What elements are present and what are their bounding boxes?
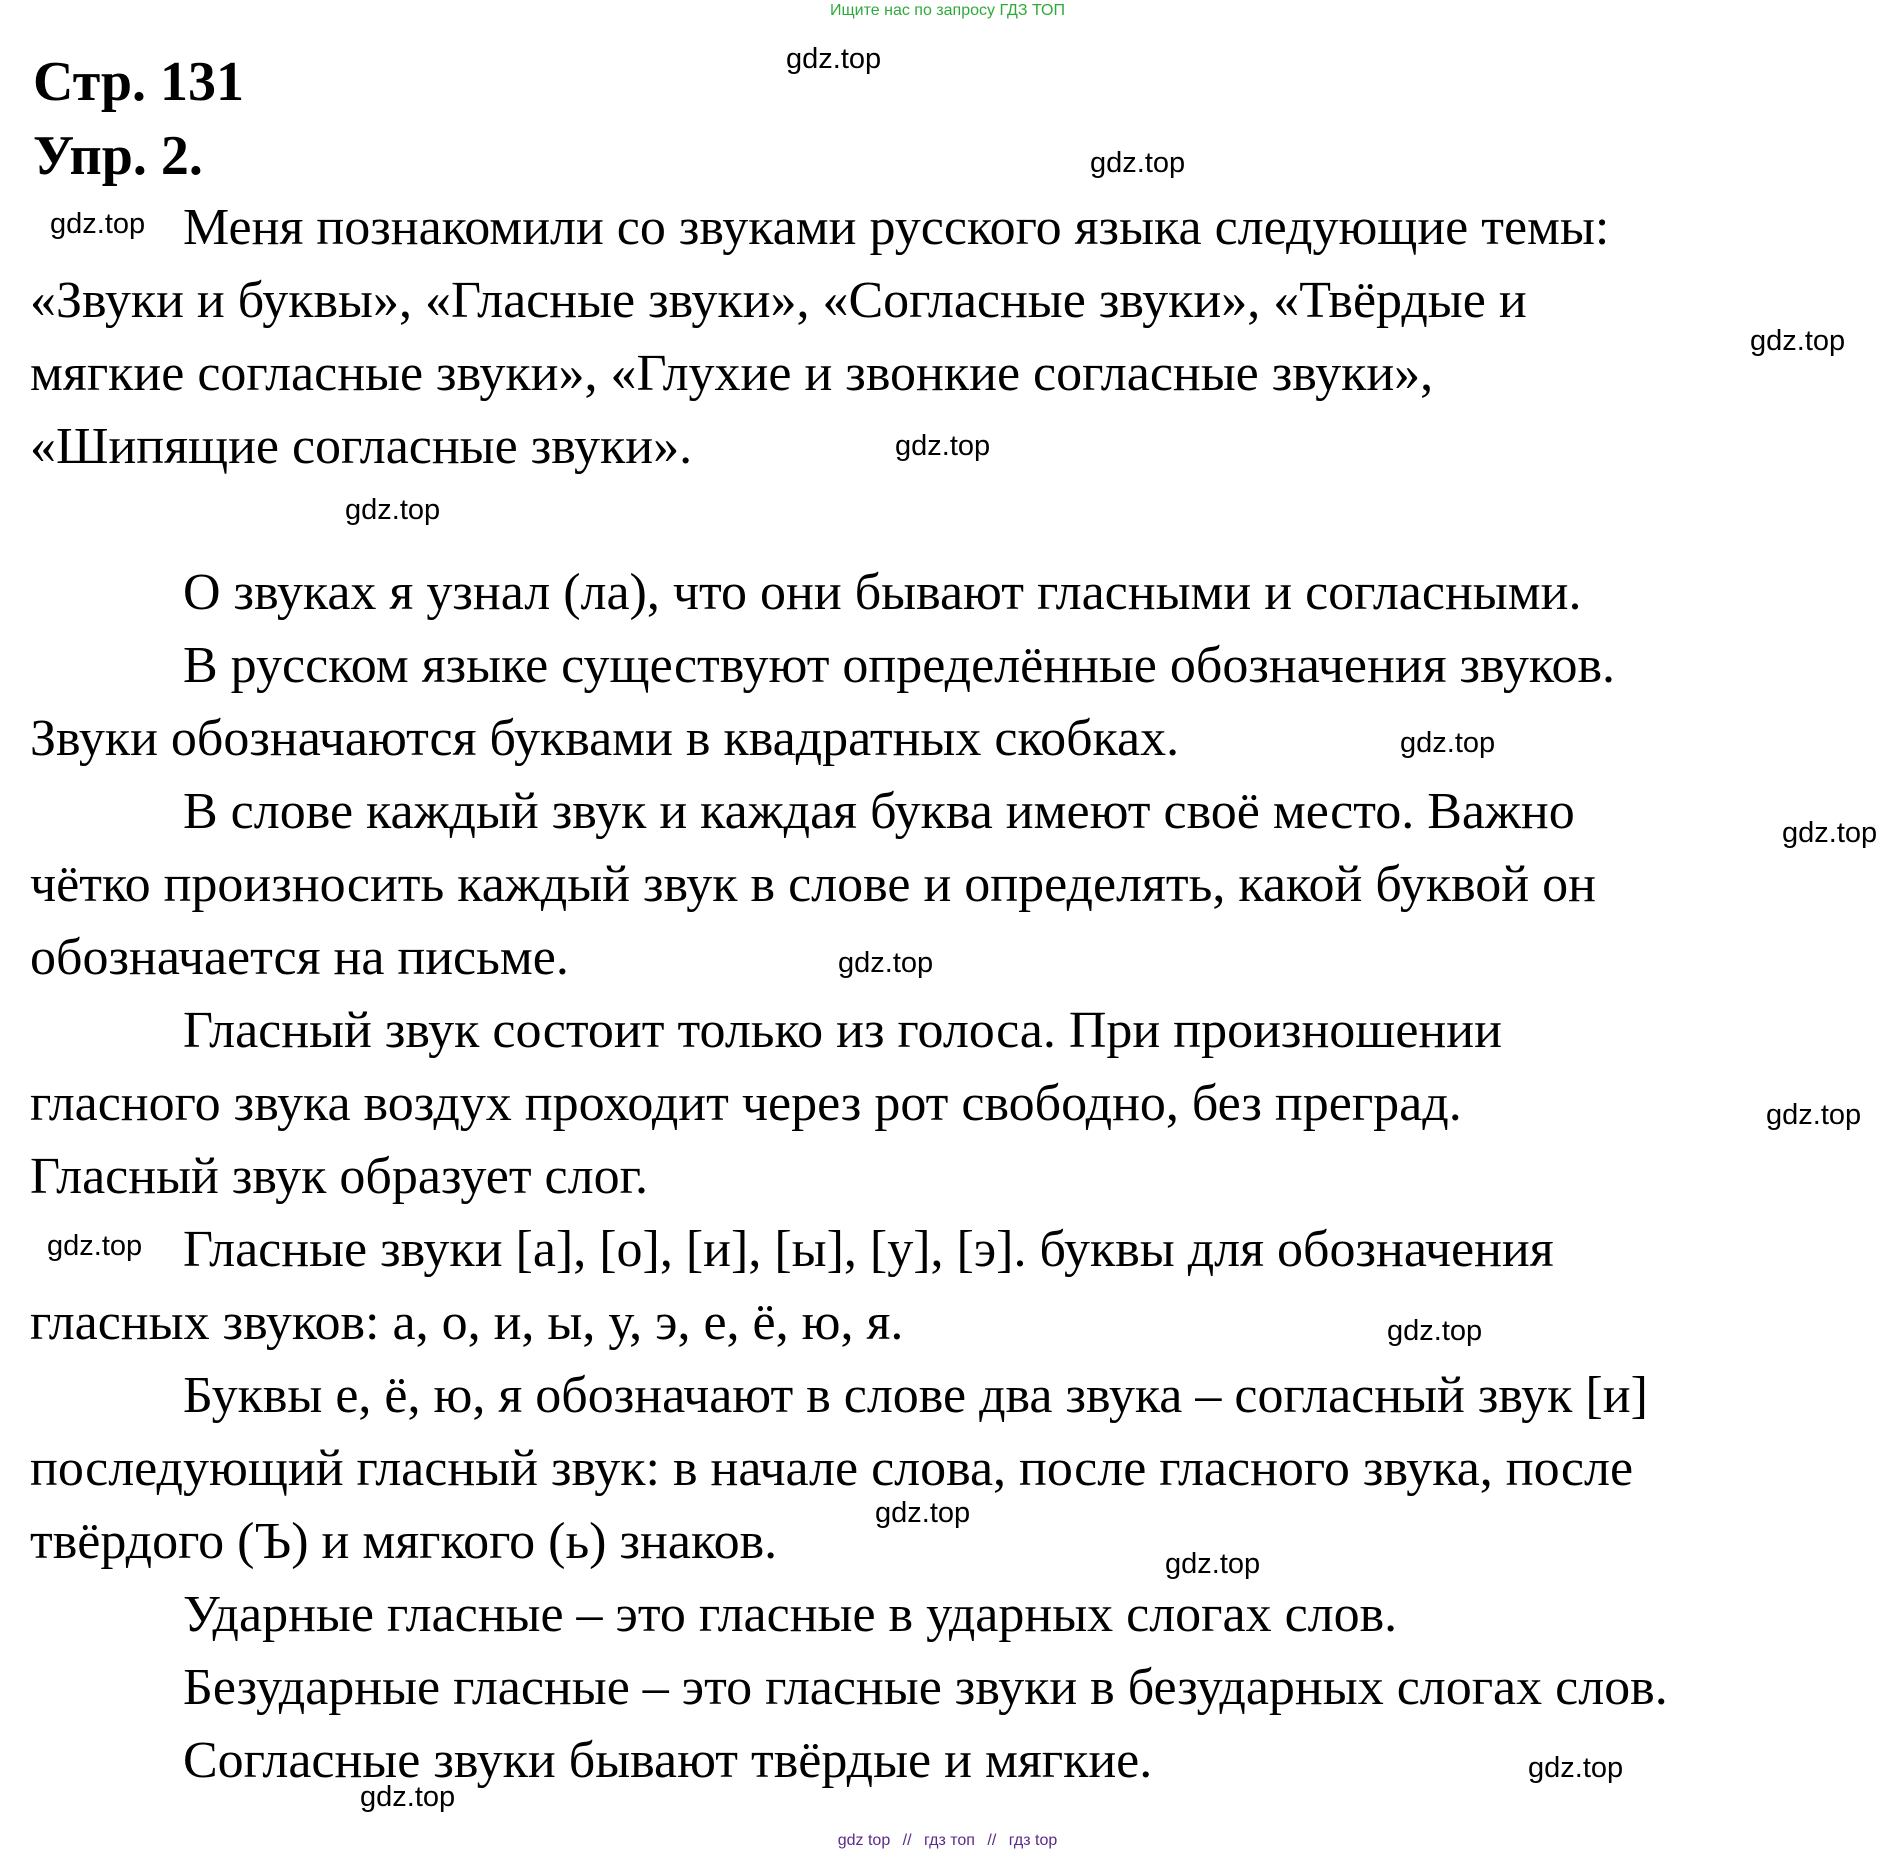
text-line: Безударные гласные – это гласные звуки в безударных слогах слов. [183, 1659, 1668, 1716]
watermark: gdz.top [360, 1781, 456, 1813]
text-line: Звуки обозначаются буквами в квадратных скобках. [30, 710, 1180, 767]
text-line: В русском языке существуют определённые обозначения звуков. [183, 637, 1616, 694]
footer-link[interactable]: gdz top [837, 1832, 891, 1849]
text-line: Меня познакомили со звуками русского языка следующие темы: [183, 199, 1610, 256]
footer-links [0, 1830, 1895, 1852]
watermark: gdz.top [1528, 1752, 1624, 1784]
blank-line [30, 483, 1870, 556]
watermark: gdz.top [838, 947, 934, 979]
watermark: gdz.top [1387, 1315, 1483, 1347]
footer-separator: // [987, 1832, 997, 1849]
watermark: gdz.top [1766, 1099, 1862, 1131]
watermark: gdz.top [345, 494, 441, 526]
text-line: О звуках я узнал (ла), что они бывают гласными и согласными. [183, 564, 1582, 621]
text-line: Гласные звуки [а], [о], [и], [ы], [у], [э]. буквы для обозначения [183, 1221, 1554, 1278]
text-line: В слове каждый звук и каждая буква имеют своё место. Важно [183, 783, 1575, 840]
watermark: gdz.top [1782, 817, 1878, 849]
watermark: gdz.top [50, 208, 146, 240]
text-line: мягкие согласные звуки», «Глухие и звонкие согласные звуки», [30, 345, 1434, 402]
text-line: гласных звуков: а, о, и, ы, у, э, е, ё, ю, я. [30, 1294, 904, 1351]
text-line: обозначается на письме. [30, 929, 569, 986]
footer-link[interactable]: гдз топ [924, 1832, 975, 1849]
text-line: Ударные гласные – это гласные в ударных слогах слов. [183, 1586, 1398, 1643]
footer-link[interactable]: гдз top [1008, 1832, 1058, 1849]
text-line: Гласный звук образует слог. [30, 1148, 649, 1205]
watermark: gdz.top [1750, 325, 1846, 357]
text-line: Гласный звук состоит только из голоса. При произношении [183, 1002, 1502, 1059]
watermark: gdz.top [1090, 147, 1186, 179]
text-line: чётко произносить каждый звук в слове и определять, какой буквой он [30, 856, 1596, 913]
text-line: «Шипящие согласные звуки». [30, 418, 693, 475]
top-banner[interactable]: Ищите нас по запросу ГДЗ ТОП [830, 2, 1065, 19]
footer-separator: // [902, 1832, 912, 1849]
watermark: gdz.top [895, 430, 991, 462]
text-line: «Звуки и буквы», «Гласные звуки», «Согласные звуки», «Твёрдые и [30, 272, 1527, 329]
text-line: гласного звука воздух проходит через рот свободно, без преград. [30, 1075, 1462, 1132]
exercise-heading: Упр. 2. [33, 125, 203, 187]
text-line: Согласные звуки бывают твёрдые и мягкие. [183, 1732, 1153, 1789]
watermark: gdz.top [786, 43, 882, 75]
watermark: gdz.top [47, 1230, 143, 1262]
page-number-heading: Стр. 131 [33, 51, 245, 113]
watermark: gdz.top [1400, 727, 1496, 759]
text-line: твёрдого (Ъ) и мягкого (ь) знаков. [30, 1513, 778, 1570]
watermark: gdz.top [875, 1497, 971, 1529]
text-line: последующий гласный звук: в начале слова, после гласного звука, после [30, 1440, 1634, 1497]
watermark: gdz.top [1165, 1548, 1261, 1580]
text-line: Буквы е, ё, ю, я обозначают в слове два звука – согласный звук [и] [183, 1367, 1648, 1424]
